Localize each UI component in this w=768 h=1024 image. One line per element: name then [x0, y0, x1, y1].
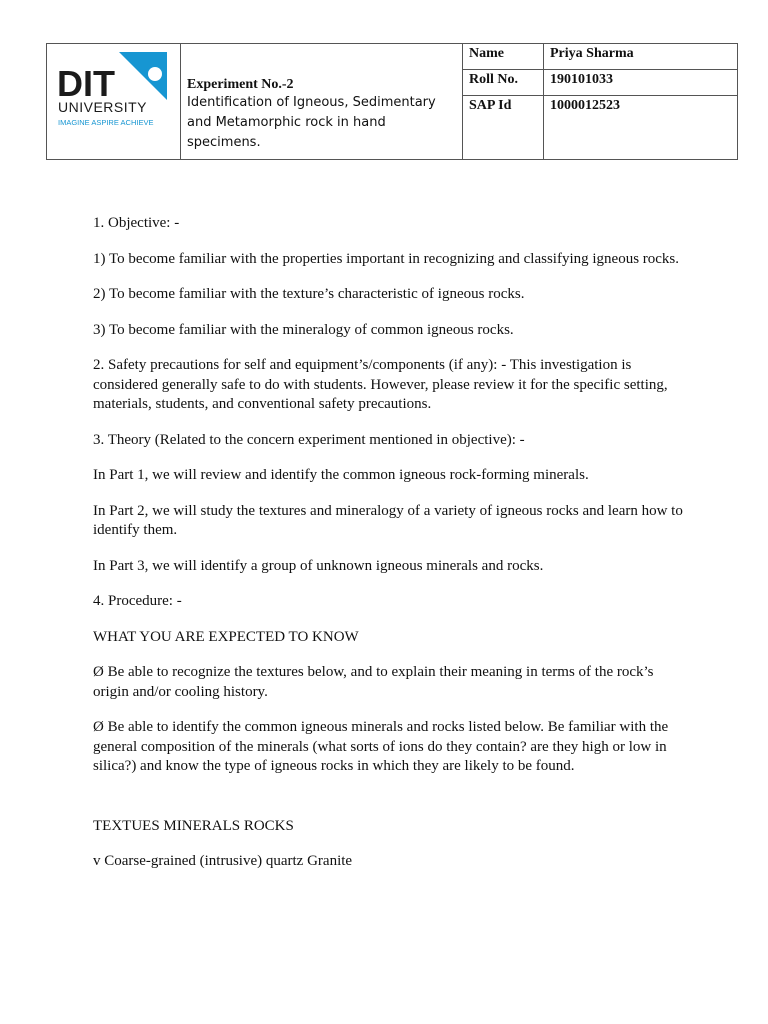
header-table	[46, 43, 738, 160]
university-logo	[47, 44, 180, 159]
paragraph-theory-heading: 3. Theory (Related to the concern experiment mentioned in objective): -	[93, 431, 525, 448]
paragraph-texture-row-1: v Coarse-grained (intrusive) quartz Granite	[93, 853, 353, 869]
document-body	[93, 214, 693, 888]
paragraph-expected-1: Ø Be able to recognize the textures below, and to explain their meaning in terms of the rock’s origin and/or cooling history.	[93, 664, 654, 700]
logo-tagline: IMAGINE ASPIRE ACHIEVE	[58, 118, 154, 127]
paragraph-part-1: In Part 1, we will review and identify the common igneous rock-forming minerals.	[93, 467, 589, 483]
paragraph-part-2: In Part 2, we will study the textures and mineralogy of a variety of igneous rocks and learn how to identify them.	[93, 502, 683, 538]
logo-brand-text: DIT	[57, 63, 115, 104]
name-value: Priya Sharma	[544, 44, 738, 70]
paragraph-textures-heading: TEXTUES MINERALS ROCKS	[93, 817, 294, 834]
roll-label: Roll No.	[463, 70, 544, 96]
paragraph-part-3: In Part 3, we will identify a group of unknown igneous minerals and rocks.	[93, 557, 544, 574]
sap-label: SAP Id	[463, 96, 544, 160]
experiment-title: Experiment No.-2	[187, 77, 294, 92]
sap-value: 1000012523	[544, 96, 738, 160]
experiment-cell	[181, 44, 463, 160]
roll-value: 190101033	[544, 70, 738, 96]
paragraph-objective-3: 3) To become familiar with the mineralogy of common igneous rocks.	[93, 321, 514, 338]
experiment-description: Identification of Igneous, Sedimentary and Metamorphic rock in hand specimens.	[187, 95, 436, 150]
paragraph-procedure-heading: 4. Procedure: -	[93, 593, 182, 609]
logo-cell	[47, 44, 181, 160]
paragraph-objective-1: 1) To become familiar with the properties important in recognizing and classifying igneous rocks.	[93, 250, 680, 267]
paragraph-objective-heading: 1. Objective: -	[93, 215, 180, 231]
dit-logo-icon	[57, 50, 172, 150]
logo-sub-text: UNIVERSITY	[58, 99, 148, 115]
paragraph-safety: 2. Safety precautions for self and equipment’s/components (if any): - This investigation is considered generally safe to do with students. However, please review it for the specific setting, materials, students, and conventional safety precautions.	[93, 357, 668, 412]
logo-gear-hole	[148, 67, 162, 81]
paragraph-expected-2: Ø Be able to identify the common igneous minerals and rocks listed below. Be familiar with the general composition of the minerals (what sorts of ions do they contain? are they high or low in silica?) and know the type of igneous rocks in which they are likely to be found.	[93, 719, 669, 774]
paragraph-expected-heading: WHAT YOU ARE EXPECTED TO KNOW	[93, 628, 359, 645]
paragraph-objective-2: 2) To become familiar with the texture’s characteristic of igneous rocks.	[93, 286, 525, 302]
name-label: Name	[463, 44, 544, 70]
